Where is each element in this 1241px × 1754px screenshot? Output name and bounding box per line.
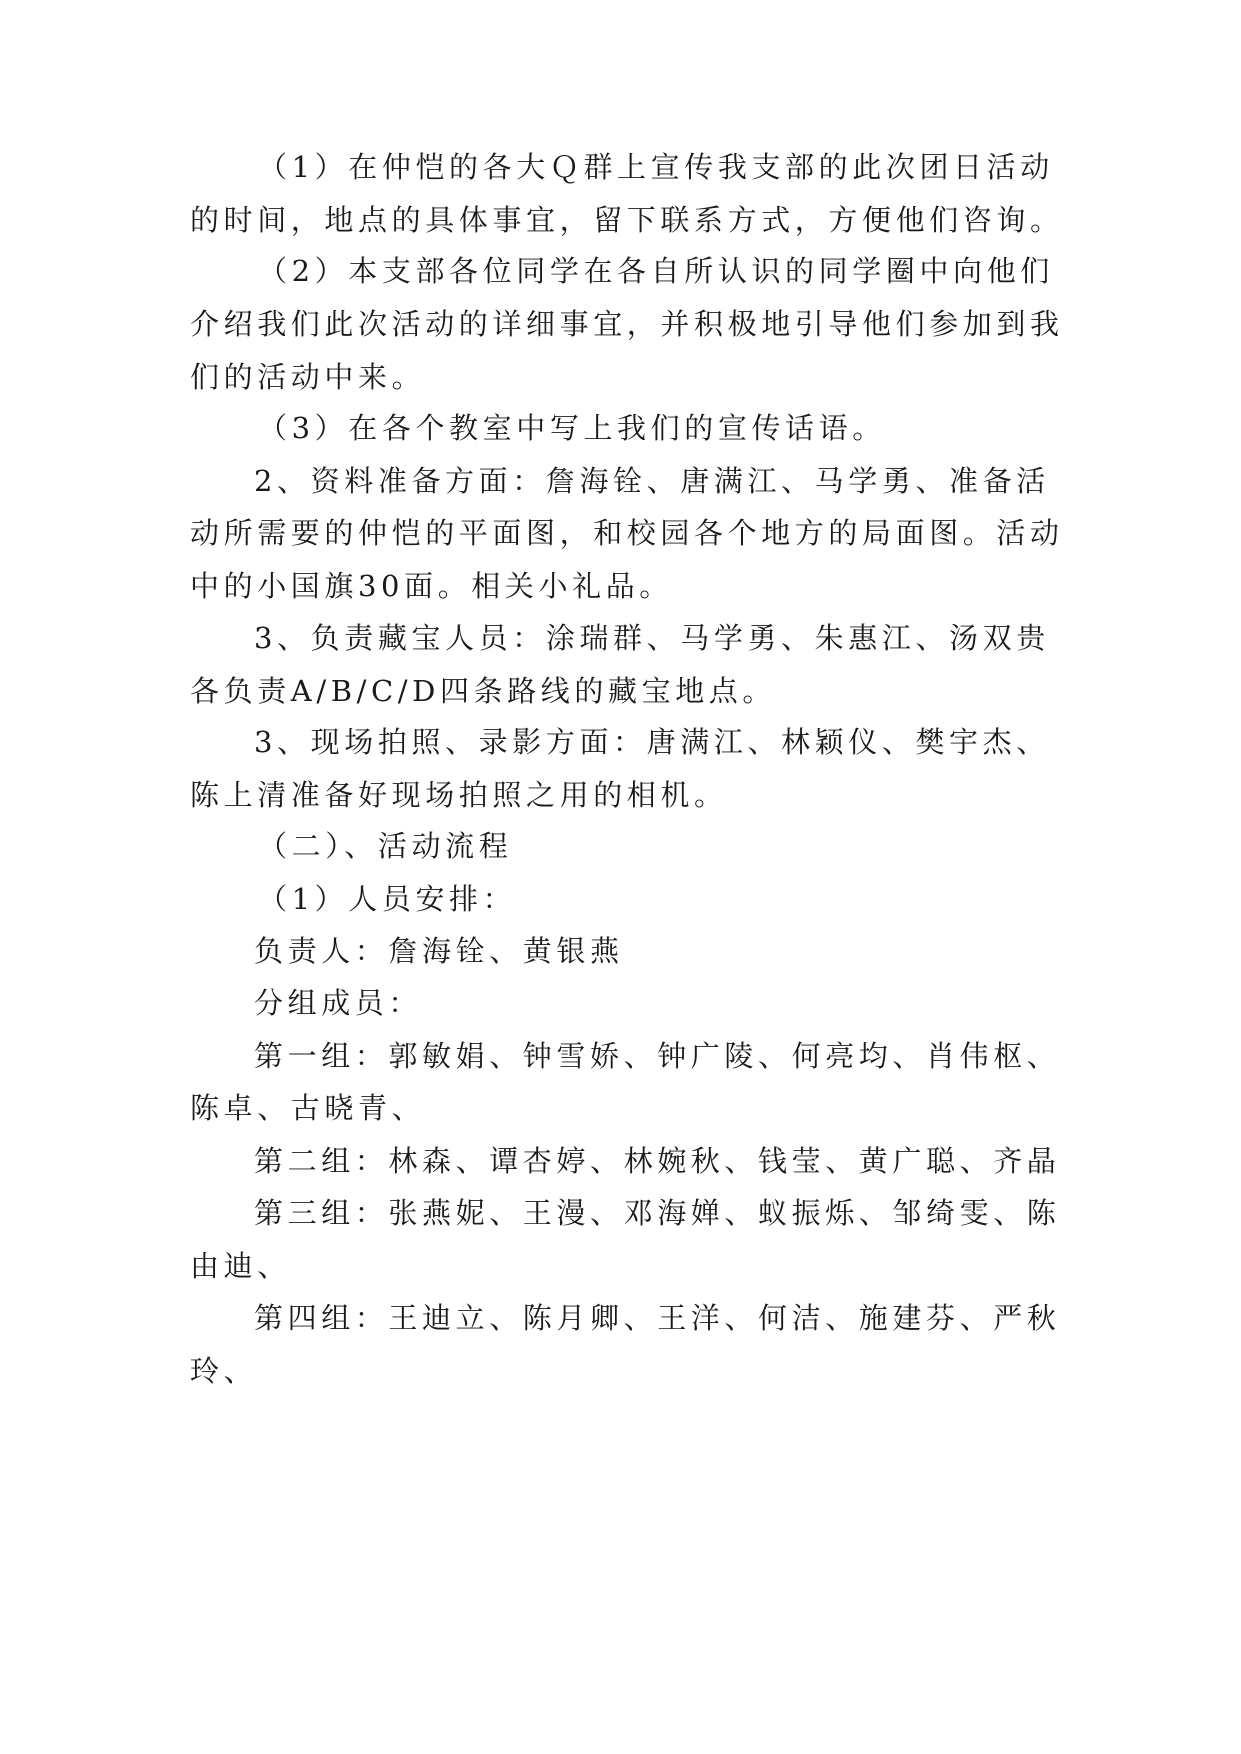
paragraph-line: 分组成员：: [254, 986, 423, 1020]
group-line: 第一组：郭敏娟、钟雪娇、钟广陵、何亮均、肖伟枢、: [254, 1039, 1061, 1073]
group-line: 由迪、: [190, 1249, 291, 1283]
paragraph-line: （3）在各个教室中写上我们的宣传话语。: [258, 411, 886, 445]
paragraph-line: 的时间，地点的具体事宜，留下联系方式，方便他们咨询。: [190, 203, 1064, 237]
paragraph-line: 陈上清准备好现场拍照之用的相机。: [190, 778, 728, 812]
paragraph-line: 动所需要的仲恺的平面图，和校园各个地方的局面图。活动: [190, 516, 1064, 550]
paragraph-line: （1）人员安排：: [258, 882, 517, 916]
paragraph-line: 各负责A/B/C/D四条路线的藏宝地点。: [190, 674, 777, 708]
paragraph-line: （1）在仲恺的各大Ｑ群上宣传我支部的此次团日活动: [258, 150, 1054, 184]
group-line: 第三组：张燕妮、王漫、邓海婵、蚁振烁、邹绮雯、陈: [254, 1196, 1061, 1230]
paragraph-line: 中的小国旗30面。相关小礼品。: [190, 569, 673, 603]
group-line: 第四组：王迪立、陈月卿、王洋、何洁、施建芬、严秋: [254, 1301, 1061, 1335]
paragraph-line: 们的活动中来。: [190, 360, 426, 394]
paragraph-line: 3、负责藏宝人员：涂瑞群、马学勇、朱惠江、汤双贵: [254, 621, 1050, 655]
group-line: 玲、: [190, 1354, 258, 1388]
paragraph-line: 负责人：詹海铨、黄银燕: [254, 934, 624, 968]
paragraph-line: 介绍我们此次活动的详细事宜，并积极地引导他们参加到我: [190, 307, 1064, 341]
paragraph-line: （2）本支部各位同学在各自所认识的同学圈中向他们: [258, 254, 1054, 288]
paragraph-line: 2、资料准备方面：詹海铨、唐满江、马学勇、准备活: [254, 464, 1050, 498]
paragraph-line: 3、现场拍照、录影方面：唐满江、林颖仪、樊宇杰、: [254, 725, 1050, 759]
section-heading: （二）、活动流程: [258, 829, 513, 863]
group-line: 第二组：林森、谭杏婷、林婉秋、钱莹、黄广聪、齐晶: [254, 1144, 1061, 1178]
group-line: 陈卓、古晓青、: [190, 1091, 426, 1125]
